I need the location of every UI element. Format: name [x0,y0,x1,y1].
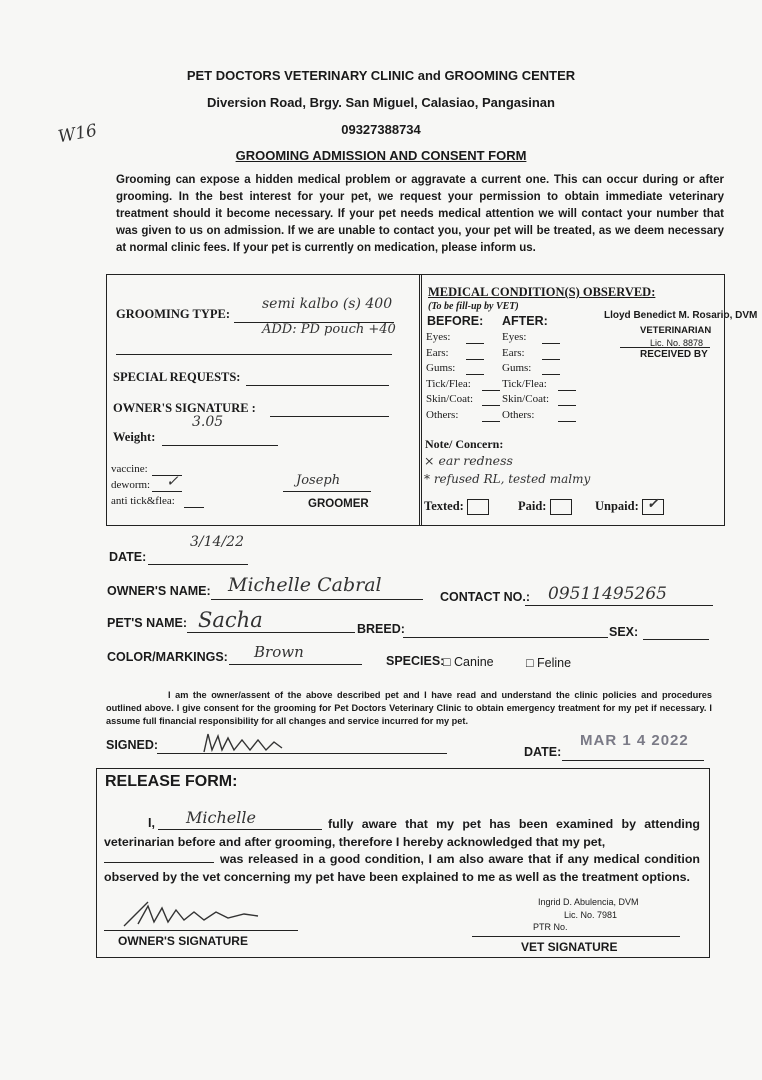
received-by-label: RECEIVED BY [640,349,708,360]
date-stamp: MAR 1 4 2022 [580,732,689,749]
unpaid-label: Unpaid: [595,499,639,513]
owner-signature-scribble [200,728,290,758]
date-label: DATE: [109,550,147,564]
release-text-1: fully aware that my pet has been examined by attending veterinarian before and after grooming, therefore I hereby acknowledged that my pet, [104,817,700,849]
consent-text: I am the owner/assent of the above described pet and I have read and understand the clinic policies and procedures outlined above. I give consent for the grooming for Pet Doctors Veterinary Clinic to obtain emergency treatment for my pet if necessary. I assume full financial responsibility for all changes and service incurred for my pet. [106,690,712,726]
form-title: GROOMING ADMISSION AND CONSENT FORM [235,148,527,163]
before-item: Eyes: [426,331,451,343]
contact-value: 09511495265 [548,584,667,604]
canine-option[interactable]: □ Canine [443,655,494,669]
vet-stamp-license: Lic. No. 8878 [650,338,704,348]
before-label: BEFORE: [427,314,484,328]
release-vet-stamp-ptr: PTR No. [533,922,568,932]
feline-option[interactable]: □ Feline [526,656,572,670]
clinic-address: Diversion Road, Brgy. San Miguel, Calasiao, Pangasinan [207,95,555,110]
after-item: Ears: [502,346,525,359]
pet-name-label: PET'S NAME: [107,616,188,630]
clinic-phone: 09327388734 [341,122,421,137]
special-requests-label: SPECIAL REQUESTS: [113,370,241,384]
after-item: Eyes: [502,331,527,343]
release-name-value: Michelle [186,808,256,827]
release-text-2: was released in a good condition, I am also aware that if any medical condition observed by the vet concerning my pet have been explained to me as well as the treatment options. [104,852,700,884]
consent-date-label: DATE: [524,745,562,759]
release-owner-signature-scribble [118,896,268,930]
texted-label: Texted: [424,499,464,513]
release-vet-signature-label: VET SIGNATURE [521,940,618,954]
release-owner-signature-label: OWNER'S SIGNATURE [118,934,248,948]
groomer-name: Joseph [296,473,341,488]
unpaid-checkbox[interactable] [642,496,664,515]
note-line-2: * refused RL, tested malmy [424,472,591,486]
after-item: Others: [502,408,535,421]
note-line-1: × ear redness [424,453,513,468]
owner-name-label: OWNER'S NAME: [107,584,211,598]
before-item: Gums: [426,362,456,374]
after-item: Tick/Flea: [502,377,547,390]
release-vet-stamp-license: Lic. No. 7981 [564,910,618,920]
note-label: Note/ Concern: [425,437,504,451]
weight-value: 3.05 [192,414,224,430]
unpaid-check: ✓ [646,496,659,513]
medical-title: MEDICAL CONDITION(S) OBSERVED: [428,285,656,299]
contact-label: CONTACT NO.: [440,590,531,604]
before-item: Ears: [426,346,449,359]
texted-checkbox[interactable] [467,499,489,515]
grooming-addon-value: ADD: PD pouch +40 [262,322,396,337]
vet-stamp-title: VETERINARIAN [640,325,712,336]
groomer-label: GROOMER [308,498,369,510]
intro-paragraph: Grooming can expose a hidden medical problem or aggravate a current one. This can occur during or after grooming. In the best interest for your pet, we request your permission to obtain immediate veterinary treatment should it become necessary. If your pet needs medical attention we will contact your number that was given to us on admission. If we are unable to contact you, your pet will be treated, as we deem necessary at normal clinic fees. If your pet is currently on medication, please inform us. [116,174,724,254]
color-markings-value: Brown [254,643,304,661]
before-item: Tick/Flea: [426,377,471,390]
before-item: Others: [426,408,459,421]
release-title: RELEASE FORM: [105,773,238,790]
antitick-label: anti tick&flea: [111,495,175,507]
vaccine-label: vaccine: [111,463,148,475]
after-item: Skin/Coat: [502,393,550,405]
paid-label: Paid: [518,499,547,513]
owner-name-value: Michelle Cabral [228,574,382,596]
species-label: SPECIES: [386,654,445,668]
after-item: Gums: [502,362,532,374]
sex-label: SEX: [609,625,639,639]
grooming-type-value: semi kalbo (s) 400 [262,296,393,312]
breed-label: BREED: [357,622,405,636]
after-label: AFTER: [502,314,548,328]
texted-field [424,499,489,515]
margin-note: W16 [56,120,99,148]
deworm-label: deworm: [111,479,151,491]
deworm-check: ✓ [166,472,179,490]
clinic-name: PET DOCTORS VETERINARY CLINIC and GROOMING CENTER [186,68,576,83]
vet-stamp-name: Lloyd Benedict M. Rosario, DVM [604,310,758,321]
unpaid-field [595,496,664,515]
signed-label: SIGNED: [106,738,159,752]
release-vet-stamp-name: Ingrid D. Abulencia, DVM [538,897,639,907]
medical-subtitle: (To be fill-up by VET) [428,301,519,312]
before-item: Skin/Coat: [426,393,474,405]
color-markings-label: COLOR/MARKINGS: [107,650,228,664]
paid-checkbox[interactable] [550,499,572,515]
paid-field [518,499,572,515]
pet-name-value: Sacha [198,608,263,632]
release-i-label: I, [148,816,155,830]
weight-label: Weight: [113,430,156,444]
date-value: 3/14/22 [190,534,244,550]
owner-signature-label: OWNER'S SIGNATURE : [113,401,256,415]
grooming-type-label: GROOMING TYPE: [116,307,231,321]
